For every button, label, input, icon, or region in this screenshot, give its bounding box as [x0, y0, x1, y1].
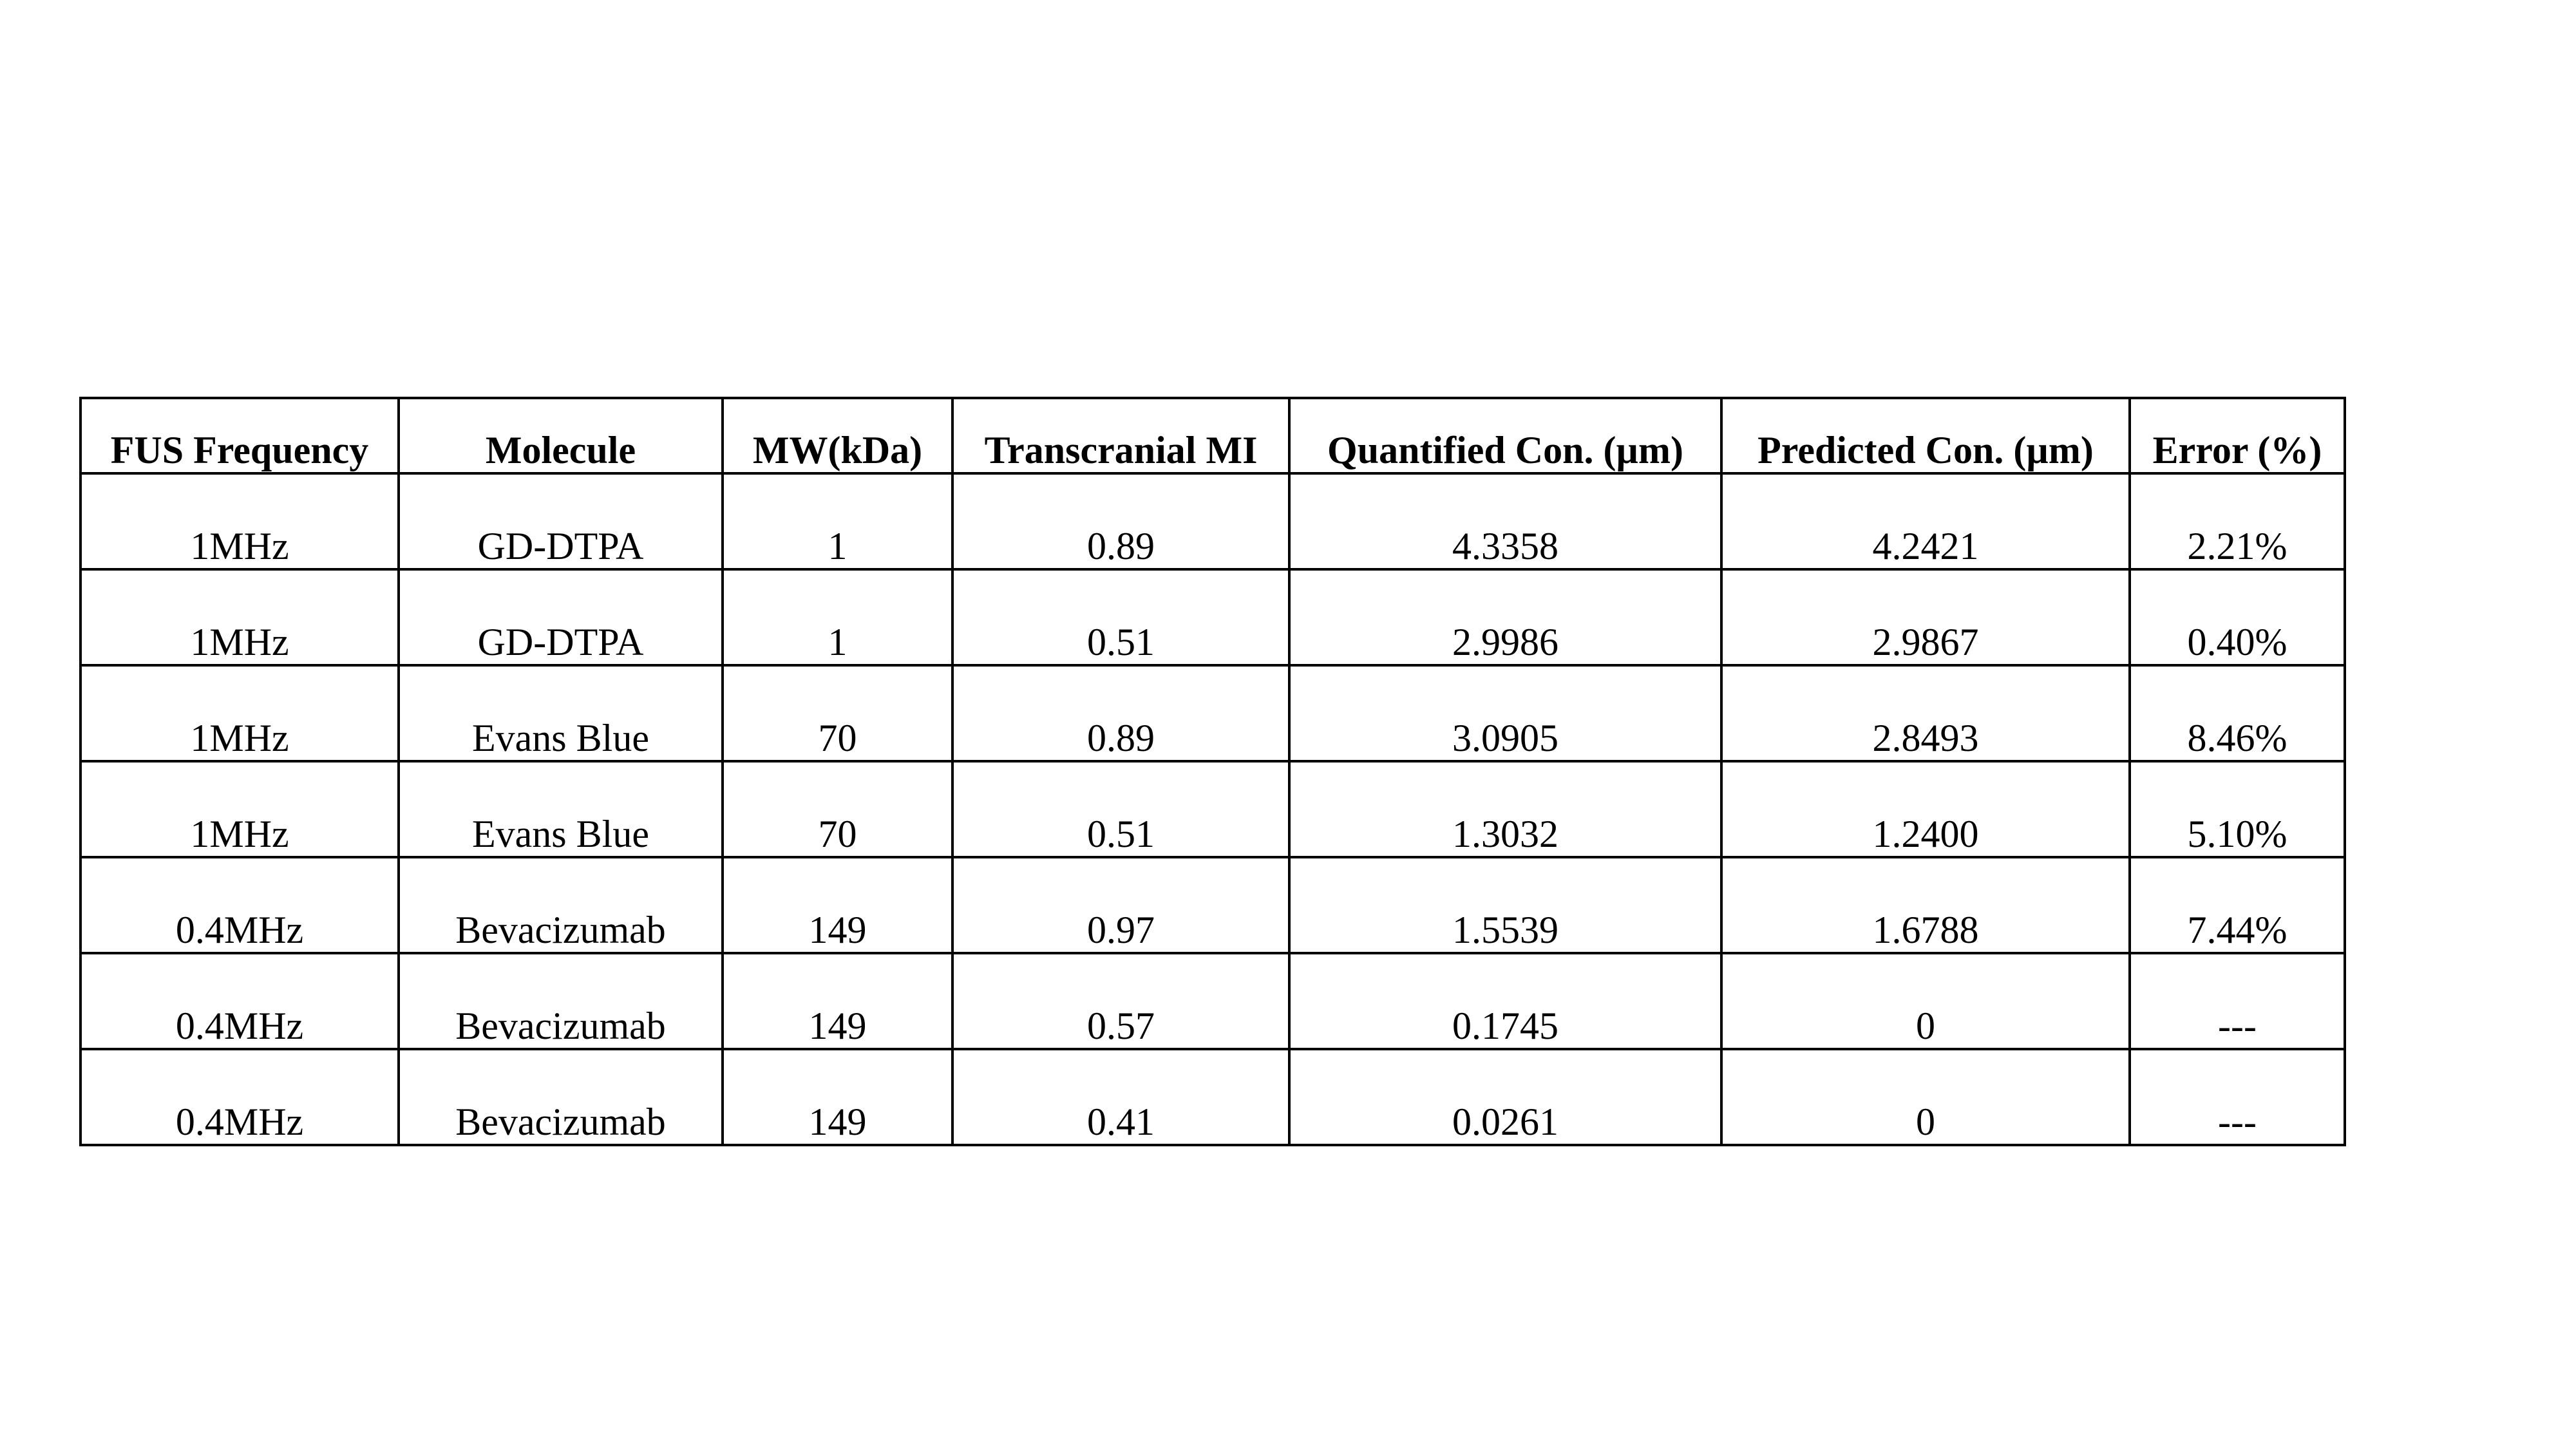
cell-quantified-concentration: 1.5539 [1289, 857, 1721, 953]
cell-transcranial-mi: 0.97 [952, 857, 1289, 953]
cell-quantified-concentration: 0.0261 [1289, 1049, 1721, 1145]
header-predicted-concentration: Predicted Con. (µm) [1721, 398, 2130, 473]
cell-transcranial-mi: 0.57 [952, 953, 1289, 1049]
header-row [80, 398, 2345, 473]
cell-quantified-concentration: 4.3358 [1289, 473, 1721, 569]
cell-molecular-weight: 70 [723, 761, 952, 857]
table-row [80, 761, 2345, 857]
cell-predicted-concentration: 2.9867 [1721, 569, 2130, 665]
table-row [80, 1049, 2345, 1145]
cell-predicted-concentration: 1.6788 [1721, 857, 2130, 953]
cell-quantified-concentration: 2.9986 [1289, 569, 1721, 665]
cell-transcranial-mi: 0.51 [952, 569, 1289, 665]
table-row [80, 569, 2345, 665]
cell-molecule: Evans Blue [399, 761, 723, 857]
header-error: Error (%) [2130, 398, 2345, 473]
cell-error: 8.46% [2130, 665, 2345, 761]
cell-predicted-concentration: 0 [1721, 1049, 2130, 1145]
cell-error: 7.44% [2130, 857, 2345, 953]
table-row [80, 953, 2345, 1049]
header-molecule: Molecule [399, 398, 723, 473]
cell-molecule: GD-DTPA [399, 473, 723, 569]
cell-error: --- [2130, 1049, 2345, 1145]
cell-transcranial-mi: 0.41 [952, 1049, 1289, 1145]
cell-molecular-weight: 1 [723, 569, 952, 665]
cell-predicted-concentration: 4.2421 [1721, 473, 2130, 569]
cell-molecular-weight: 149 [723, 857, 952, 953]
cell-molecule: Bevacizumab [399, 857, 723, 953]
cell-predicted-concentration: 2.8493 [1721, 665, 2130, 761]
cell-molecular-weight: 149 [723, 953, 952, 1049]
cell-transcranial-mi: 0.89 [952, 473, 1289, 569]
cell-fus-frequency: 1MHz [80, 569, 399, 665]
cell-molecule: Bevacizumab [399, 953, 723, 1049]
header-quantified-concentration: Quantified Con. (µm) [1289, 398, 1721, 473]
cell-molecule: Bevacizumab [399, 1049, 723, 1145]
cell-transcranial-mi: 0.51 [952, 761, 1289, 857]
cell-molecule: Evans Blue [399, 665, 723, 761]
cell-error: 5.10% [2130, 761, 2345, 857]
cell-error: 2.21% [2130, 473, 2345, 569]
cell-fus-frequency: 0.4MHz [80, 857, 399, 953]
cell-error: --- [2130, 953, 2345, 1049]
cell-fus-frequency: 1MHz [80, 761, 399, 857]
header-transcranial-mi: Transcranial MI [952, 398, 1289, 473]
table-row [80, 857, 2345, 953]
cell-fus-frequency: 0.4MHz [80, 1049, 399, 1145]
cell-molecular-weight: 149 [723, 1049, 952, 1145]
cell-molecule: GD-DTPA [399, 569, 723, 665]
cell-predicted-concentration: 1.2400 [1721, 761, 2130, 857]
cell-molecular-weight: 1 [723, 473, 952, 569]
table-row [80, 473, 2345, 569]
header-molecular-weight: MW(kDa) [723, 398, 952, 473]
cell-fus-frequency: 1MHz [80, 665, 399, 761]
cell-quantified-concentration: 1.3032 [1289, 761, 1721, 857]
table-row [80, 665, 2345, 761]
cell-quantified-concentration: 3.0905 [1289, 665, 1721, 761]
cell-molecular-weight: 70 [723, 665, 952, 761]
cell-error: 0.40% [2130, 569, 2345, 665]
results-table [79, 397, 2346, 1146]
cell-predicted-concentration: 0 [1721, 953, 2130, 1049]
cell-quantified-concentration: 0.1745 [1289, 953, 1721, 1049]
cell-fus-frequency: 0.4MHz [80, 953, 399, 1049]
cell-fus-frequency: 1MHz [80, 473, 399, 569]
header-fus-frequency: FUS Frequency [80, 398, 399, 473]
cell-transcranial-mi: 0.89 [952, 665, 1289, 761]
